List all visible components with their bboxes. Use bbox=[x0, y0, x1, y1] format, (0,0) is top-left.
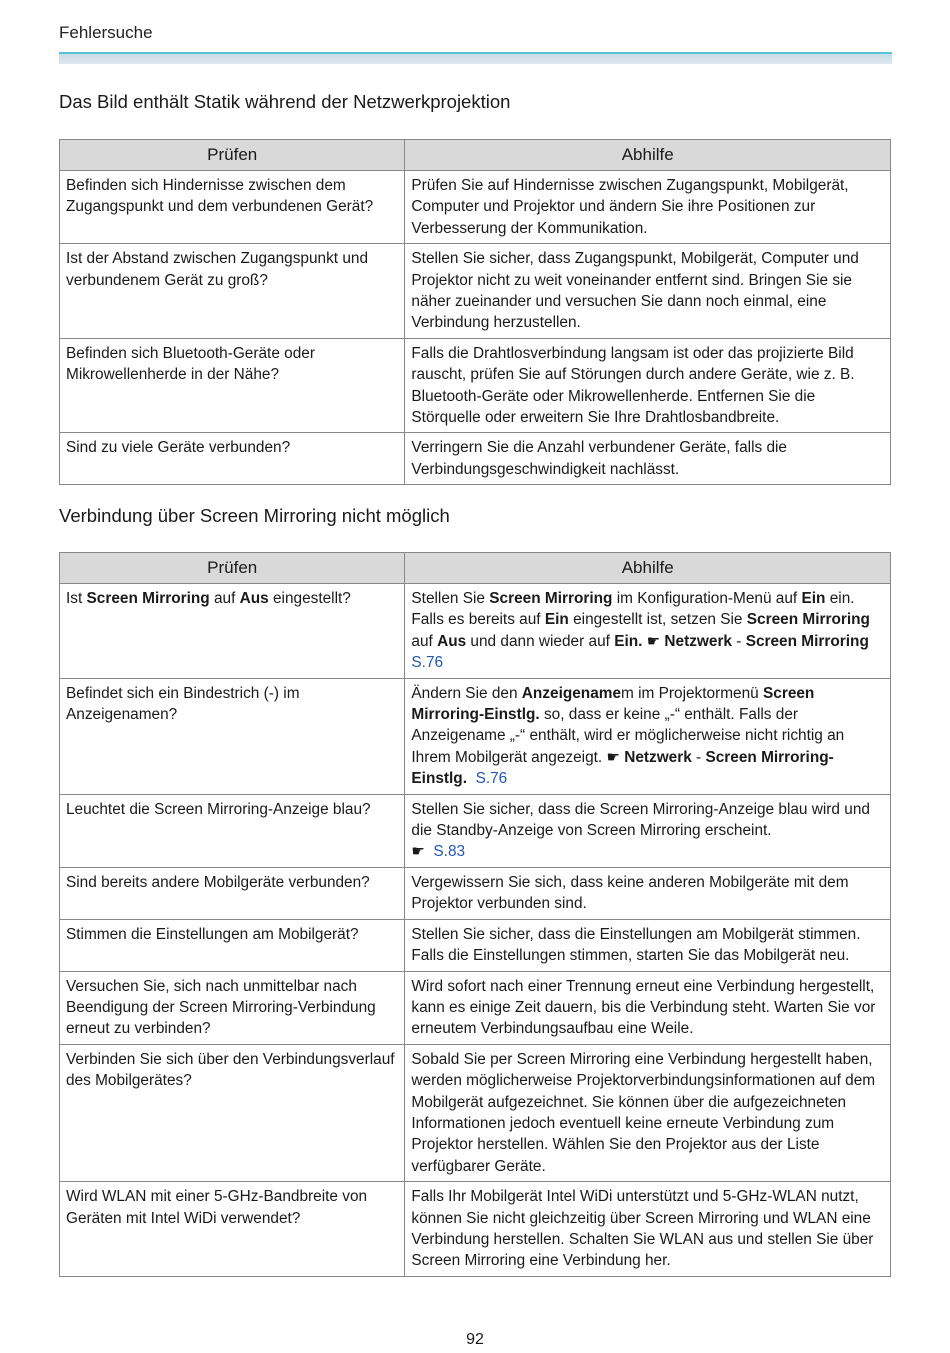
table-header-row bbox=[60, 553, 891, 584]
table-header-row bbox=[60, 140, 891, 171]
text-span: auf bbox=[209, 590, 240, 607]
page-link[interactable]: S.83 bbox=[433, 843, 466, 861]
table-row bbox=[60, 433, 891, 485]
fix-cell: Verringern Sie die Anzahl verbundener Geräte, falls die Verbindungsgeschwindigkeit nachlässt. bbox=[405, 433, 891, 485]
text-span: im Konfiguration-Menü auf bbox=[612, 590, 802, 607]
text-span: Ändern Sie den bbox=[411, 684, 522, 702]
table-row bbox=[60, 1044, 891, 1181]
text-span: - bbox=[732, 632, 746, 650]
static-troubleshoot-table bbox=[59, 139, 891, 485]
fix-cell: Falls die Drahtlosverbindung langsam ist oder das projizierte Bild rauscht, prüfen Sie auf Störungen durch andere Geräte, wie z. B. Bluetooth-Geräte oder Mikrowellenherde. Entfernen Sie die Störquelle oder erweitern Sie Ihre Drahtlosbandbreite. bbox=[405, 338, 891, 433]
fix-cell bbox=[405, 794, 891, 867]
text-span: auf bbox=[411, 632, 438, 650]
fix-cell bbox=[405, 584, 891, 679]
pointing-hand-icon: ☛ bbox=[646, 632, 661, 650]
check-cell bbox=[60, 584, 405, 679]
table-row bbox=[60, 171, 891, 244]
fix-cell bbox=[405, 678, 891, 794]
check-cell: Verbinden Sie sich über den Verbindungsverlauf des Mobilgerätes? bbox=[60, 1044, 405, 1181]
fix-cell: Stellen Sie sicher, dass Zugangspunkt, Mobilgerät, Computer und Projektor nicht zu weit voneinander entfernt sind. Bringen Sie sie näher zueinander und versuchen Sie dann noch einmal, eine Verbindung herzustellen. bbox=[405, 244, 891, 339]
table-row bbox=[60, 971, 891, 1044]
table-row bbox=[60, 584, 891, 679]
fix-cell: Falls Ihr Mobilgerät Intel WiDi unterstützt und 5-GHz-WLAN nutzt, können Sie nicht gleichzeitig über Screen Mirroring und WLAN eine Verbindung herstellen. Schalten Sie WLAN aus und stellen Sie über Screen Mirroring eine Verbindung her. bbox=[405, 1182, 891, 1277]
check-cell: Befinden sich Bluetooth-Geräte oder Mikrowellenherde in der Nähe? bbox=[60, 338, 405, 433]
check-cell: Sind zu viele Geräte verbunden? bbox=[60, 433, 405, 485]
check-cell: Ist der Abstand zwischen Zugangspunkt und verbundenem Gerät zu groß? bbox=[60, 244, 405, 339]
text-span: ein. Falls es bereits auf bbox=[411, 590, 855, 629]
text-span: Ist bbox=[66, 590, 87, 607]
page-link[interactable]: S.76 bbox=[475, 770, 508, 788]
mirroring-troubleshoot-table bbox=[59, 552, 891, 1277]
check-cell: Befinden sich Hindernisse zwischen dem Zugangspunkt und dem verbundenen Gerät? bbox=[60, 171, 405, 244]
bold-term: Aus bbox=[239, 590, 269, 607]
bold-term: Screen Mirroring bbox=[746, 611, 870, 629]
bold-term: Netzwerk bbox=[664, 632, 732, 650]
header-rule bbox=[59, 52, 892, 64]
bold-term: Screen Mirroring bbox=[489, 590, 613, 607]
text-span: - bbox=[691, 748, 706, 766]
bold-term: Ein. bbox=[614, 632, 643, 650]
table-row bbox=[60, 867, 891, 919]
table-row bbox=[60, 1182, 891, 1277]
section-title-mirroring: Verbindung über Screen Mirroring nicht möglich bbox=[59, 505, 450, 526]
bold-term: Screen Mirroring-Einstlg. bbox=[411, 748, 834, 788]
page-number: 92 bbox=[466, 1331, 484, 1348]
col-header-check: Prüfen bbox=[60, 140, 405, 171]
bold-term: Screen Mirroring bbox=[745, 632, 869, 650]
section-title-static: Das Bild enthält Statik während der Netzwerkprojektion bbox=[59, 91, 511, 112]
fix-cell: Wird sofort nach einer Trennung erneut eine Verbindung hergestellt, kann es einige Zeit dauern, bis die Verbindung steht. Warten Sie vor erneutem Verbindungsaufbau eine Weile. bbox=[405, 971, 891, 1044]
check-cell: Leuchtet die Screen Mirroring-Anzeige blau? bbox=[60, 794, 405, 867]
check-cell: Versuchen Sie, sich nach unmittelbar nach Beendigung der Screen Mirroring-Verbindung erneut zu verbinden? bbox=[60, 971, 405, 1044]
text-span: eingestellt ist, setzen Sie bbox=[568, 611, 747, 629]
text-span: und dann wieder auf bbox=[466, 632, 615, 650]
table-row bbox=[60, 244, 891, 339]
page-header-title: Fehlersuche bbox=[59, 23, 153, 42]
text-span: Stellen Sie bbox=[411, 590, 490, 607]
table-row bbox=[60, 794, 891, 867]
check-cell: Sind bereits andere Mobilgeräte verbunden? bbox=[60, 867, 405, 919]
text-span: m im Projektormenü bbox=[621, 684, 763, 702]
bold-term: Ein bbox=[801, 590, 826, 607]
bold-term: Screen Mirroring bbox=[86, 590, 210, 607]
check-cell: Befindet sich ein Bindestrich (-) im Anzeigenamen? bbox=[60, 678, 405, 794]
bold-term: Anzeigename bbox=[521, 684, 622, 702]
table-row bbox=[60, 919, 891, 971]
bold-term: Netzwerk bbox=[624, 748, 692, 766]
text-span: Stellen Sie sicher, dass die Screen Mirroring-Anzeige blau wird und die Standby-Anzeige von Screen Mirroring erscheint. bbox=[411, 800, 870, 840]
text-span: so, dass er keine „-“ enthält. Falls der Anzeigename „-“ enthält, wird er möglicherweise nicht richtig an Ihrem Mobilgerät angezeigt. bbox=[411, 706, 845, 766]
table-row bbox=[60, 678, 891, 794]
check-cell: Wird WLAN mit einer 5-GHz-Bandbreite von Geräten mit Intel WiDi verwendet? bbox=[60, 1182, 405, 1277]
pointing-hand-icon: ☛ bbox=[411, 843, 425, 861]
fix-cell: Vergewissern Sie sich, dass keine anderen Mobilgeräte mit dem Projektor verbunden sind. bbox=[405, 867, 891, 919]
fix-cell: Stellen Sie sicher, dass die Einstellungen am Mobilgerät stimmen. Falls die Einstellungen stimmen, starten Sie das Mobilgerät neu. bbox=[405, 919, 891, 971]
check-cell: Stimmen die Einstellungen am Mobilgerät? bbox=[60, 919, 405, 971]
bold-term: Aus bbox=[437, 632, 467, 650]
fix-cell: Sobald Sie per Screen Mirroring eine Verbindung hergestellt haben, werden möglicherweise Projektorverbindungsinformationen auf dem Mobilgerät aufgezeichnet. Sie können über die aufgezeichneten Informationen jedoch eventuell keine erneute Verbindung zum Projektor herstellen. Wählen Sie den Projektor aus der Liste verfügbarer Geräte. bbox=[405, 1044, 891, 1181]
table-row bbox=[60, 338, 891, 433]
pointing-hand-icon: ☛ bbox=[606, 748, 620, 766]
col-header-fix: Abhilfe bbox=[405, 140, 891, 171]
col-header-fix: Abhilfe bbox=[405, 553, 891, 584]
page-link[interactable]: S.76 bbox=[411, 654, 444, 672]
bold-term: Screen Mirroring-Einstlg. bbox=[411, 684, 815, 724]
fix-cell: Prüfen Sie auf Hindernisse zwischen Zugangspunkt, Mobilgerät, Computer und Projektor und ändern Sie ihre Positionen zur Verbesserung der Kommunikation. bbox=[405, 171, 891, 244]
bold-term: Ein bbox=[544, 611, 569, 629]
col-header-check: Prüfen bbox=[60, 553, 405, 584]
text-span: eingestellt? bbox=[268, 590, 351, 607]
